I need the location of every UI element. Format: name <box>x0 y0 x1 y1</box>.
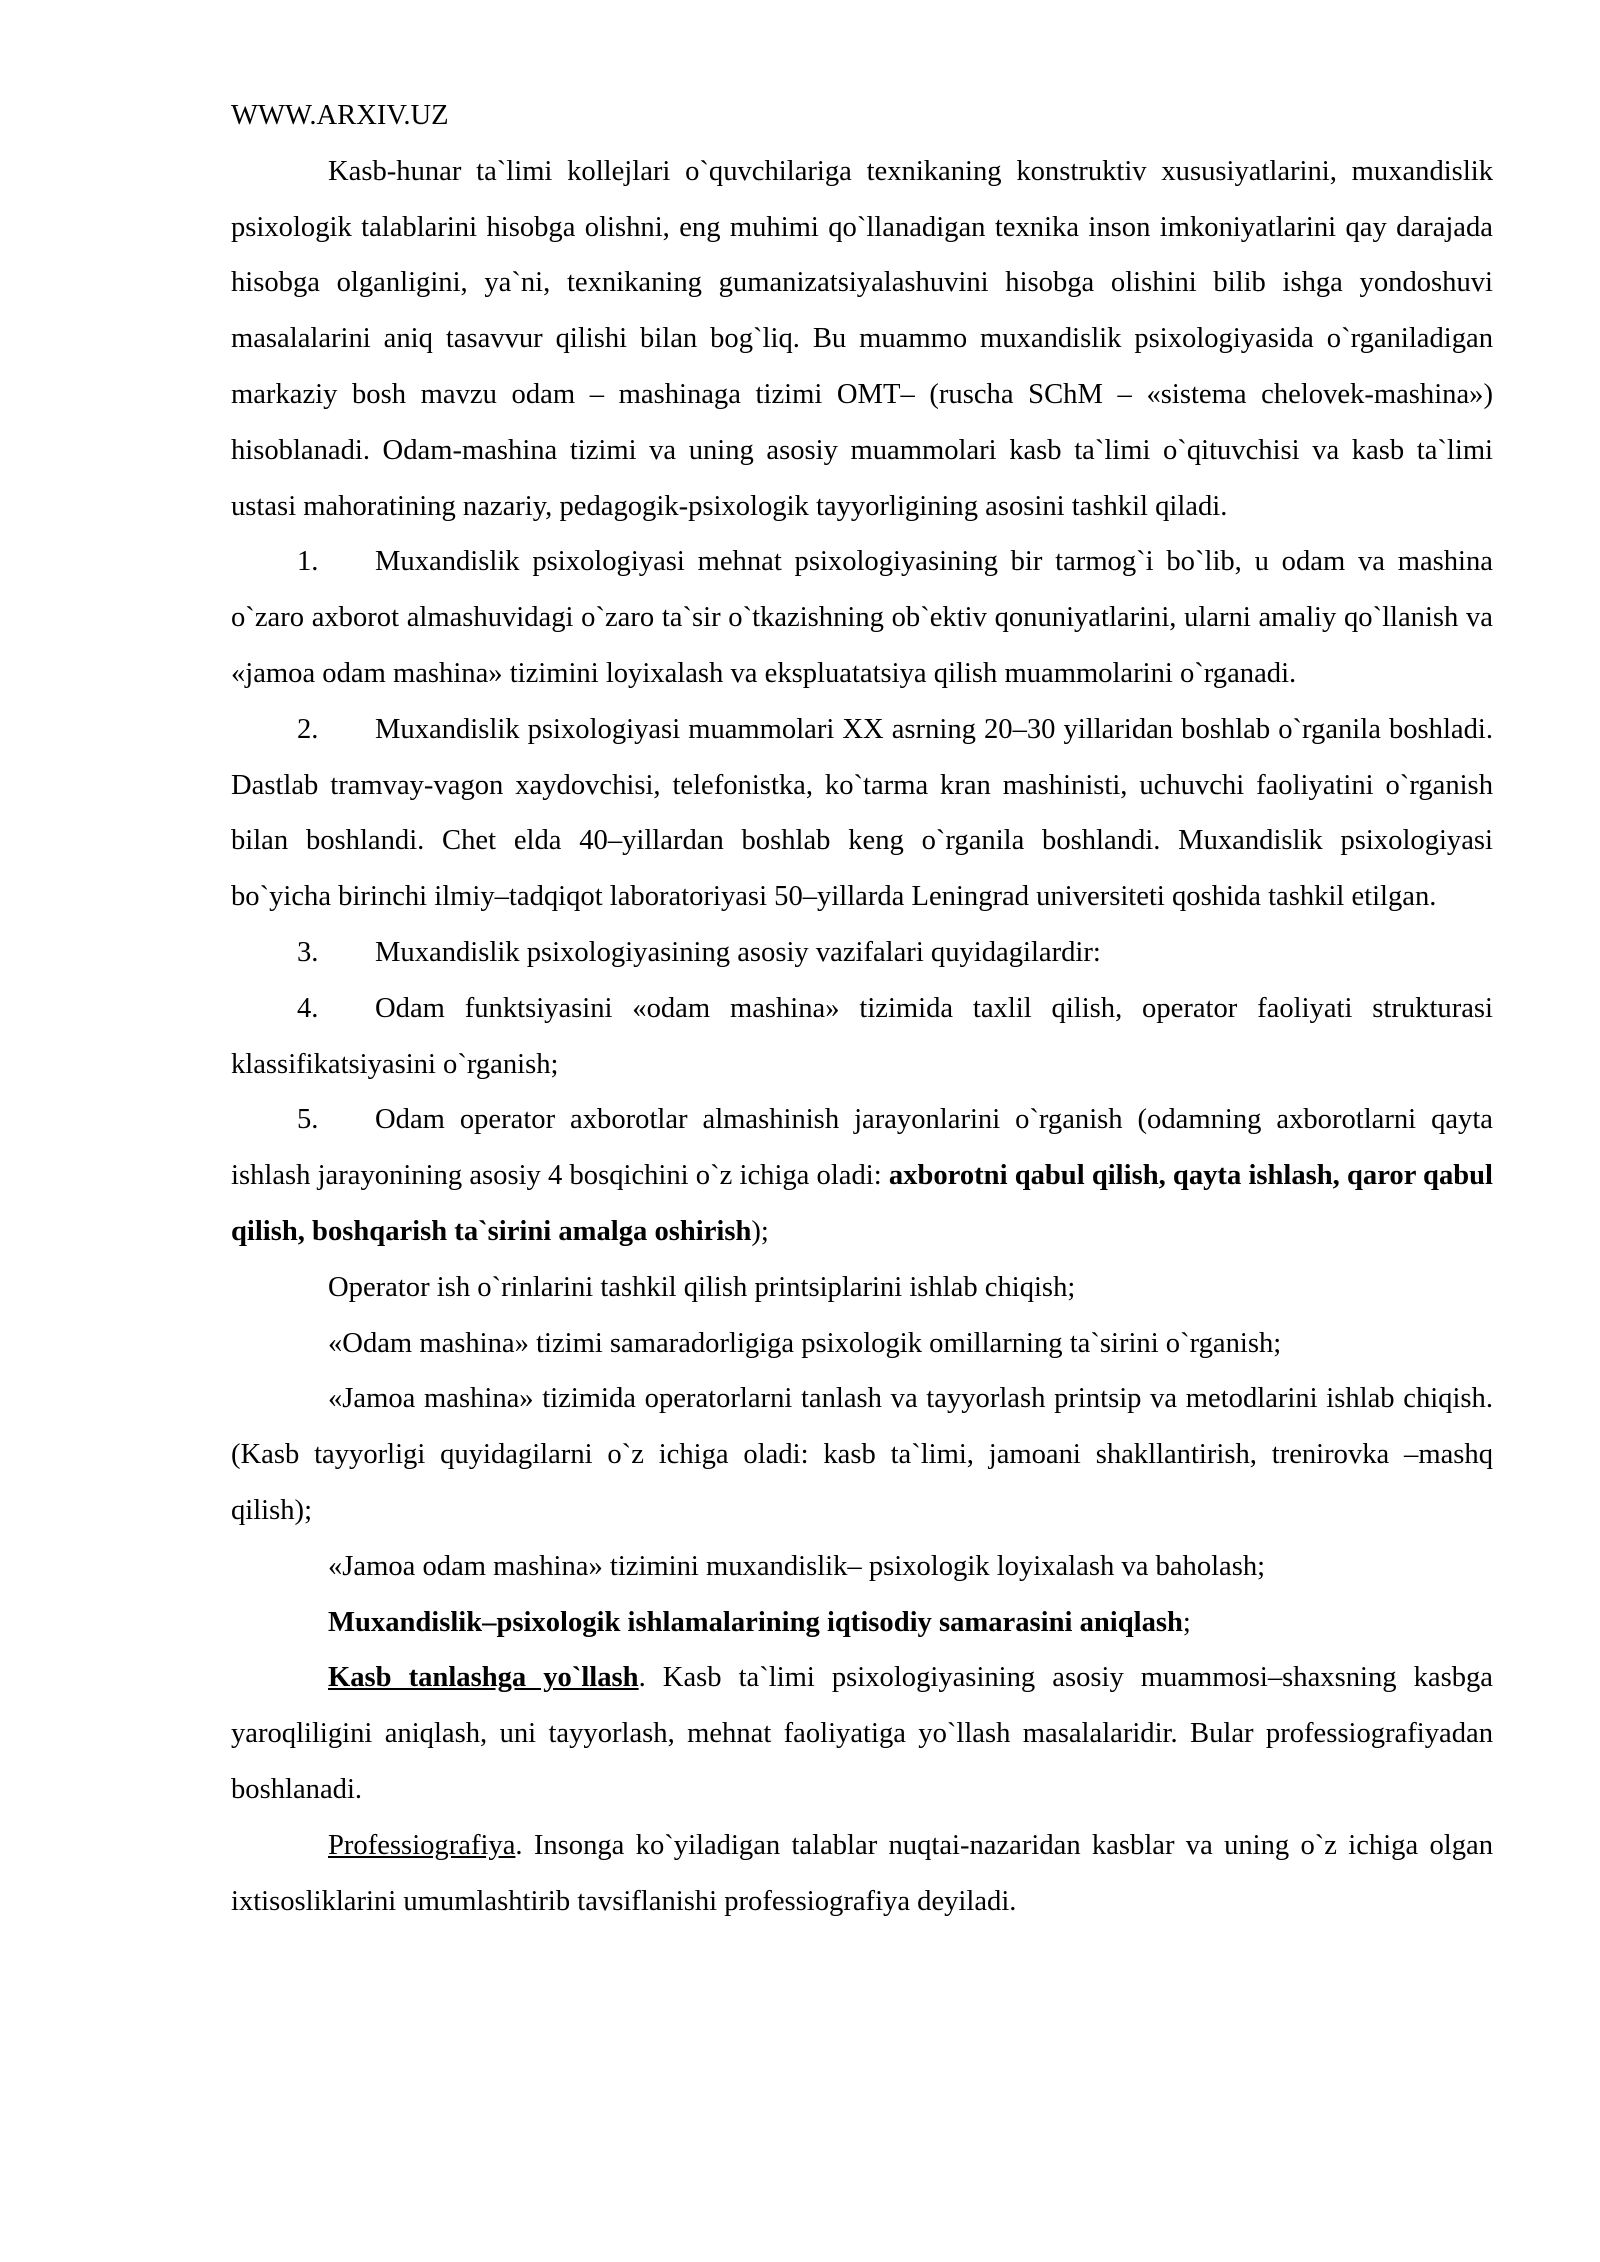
document-page <box>231 88 1493 1929</box>
item-number: 1. <box>297 546 319 578</box>
intro-paragraph: Kasb-hunar ta`limi kollejlari o`quvchilariga texnikaning konstruktiv xususiyatlarini, muxandislik psixologik talablarini hisobga olishni, eng muhimi qo`llanadigan texnika inson imkoniyatlarini qay darajada hisobga olganligini, ya`ni, texnikaning gumanizatsiyalashuvini hisobga olishini bilib ishga yondoshuvi masalalarini aniq tasavvur qilishi bilan bog`liq. Bu muammo muxandislik psixologiyasida o`rganiladigan markaziy bosh mavzu odam – mashinaga tizimi OMT– (ruscha SChM – «sistema chelovek-mashina») hisoblanadi. Odam-mashina tizimi va uning asosiy muammolari kasb ta`limi o`qituvchisi va kasb ta`limi ustasi mahoratining nazariy, pedagogik-psixologik tayyorligining asosini tashkil qiladi. <box>231 155 1493 522</box>
item-text: Muxandislik psixologiyasining asosiy vazifalari quyidagilardir: <box>375 936 1101 968</box>
item-text: Odam operator axborotlar almashinish jarayonlarini o`rganish (odamning axborotlarni qayta ishlash jarayonining asosiy 4 bosqichini o`z ichiga oladi: <box>231 1104 1493 1192</box>
item-number: 2. <box>297 713 319 745</box>
professiography-term: Professiografiya <box>328 1829 516 1861</box>
numbered-item-1 <box>231 534 1493 701</box>
task-paragraph: «Jamoa odam mashina» tizimini muxandislik– psixologik loyixalash va baholash; <box>328 1550 1266 1582</box>
item-number: 3. <box>297 936 319 968</box>
numbered-item-2 <box>231 702 1493 925</box>
professiography-text: . Insonga ko`yiladigan talablar nuqtai-nazaridan kasblar va uning o`z ichiga olgan ixtisosliklarini umumlashtirib tavsiflanishi professiografiya deyiladi. <box>231 1829 1493 1917</box>
career-guidance-term: Kasb tanlashga yo`llash <box>328 1662 639 1694</box>
career-guidance-text: . Kasb ta`limi psixologiyasining asosiy muammosi–shaxsning kasbga yaroqliligini aniqlash, uni tayyorlash, mehnat faoliyatiga yo`llash masalalaridir. Bular professiografiyadan boshlanadi. <box>231 1662 1493 1805</box>
bold-task-suffix: ; <box>1182 1606 1191 1638</box>
task-paragraph: «Odam mashina» tizimi samaradorligiga psixologik omillarning ta`sirini o`rganish; <box>328 1327 1282 1359</box>
item-text-end: ); <box>751 1215 769 1247</box>
item-text: Muxandislik psixologiyasi muammolari XX asrning 20–30 yillaridan boshlab o`rganila boshladi. Dastlab tramvay-vagon xaydovchisi, telefonistka, ko`tarma kran mashinisti, uchuvchi faoliyatini o`rganish bilan boshlandi. Chet elda 40–yillardan boshlab keng o`rganila boshlandi. Muxandislik psixologiyasi bo`yicha birinchi ilmiy–tadqiqot laboratoriyasi 50–yillarda Leningrad universiteti qoshida tashkil etilgan. <box>231 713 1493 913</box>
item-text: Muxandislik psixologiyasi mehnat psixologiyasining bir tarmog`i bo`lib, u odam va mashina o`zaro axborot almashuvidagi o`zaro ta`sir o`tkazishning ob`ektiv qonuniyatlarini, ularni amaliy qo`llanish va «jamoa odam mashina» tizimini loyixalash va ekspluatatsiya qilish muammolarini o`rganadi. <box>231 546 1493 689</box>
career-guidance-paragraph <box>231 1650 1493 1817</box>
numbered-item-3 <box>231 925 1493 981</box>
task-paragraph: Operator ish o`rinlarini tashkil qilish printsiplarini ishlab chiqish; <box>328 1271 1076 1303</box>
bold-task-text: Muxandislik–psixologik ishlamalarining iqtisodiy samarasini aniqlash <box>328 1606 1183 1638</box>
item-number: 5. <box>297 1104 319 1136</box>
item-text: Odam funktsiyasini «odam mashina» tizimida taxlil qilish, operator faoliyati strukturasi klassifikatsiyasini o`rganish; <box>231 992 1493 1080</box>
numbered-item-4 <box>231 981 1493 1093</box>
bold-task-paragraph <box>231 1595 1493 1651</box>
professiography-paragraph <box>231 1818 1493 1930</box>
item-number: 4. <box>297 992 319 1024</box>
site-url: WWW.ARXIV.UZ <box>231 100 449 131</box>
item-bold-text: axborotni qabul qilish, qayta ishlash, qaror qabul qilish, boshqarish ta`sirini amalga oshirish <box>231 1160 1494 1247</box>
numbered-item-5 <box>231 1092 1493 1259</box>
task-paragraph: «Jamoa mashina» tizimida operatorlarni tanlash va tayyorlash printsip va metodlarini ishlab chiqish. (Kasb tayyorligi quyidagilarni o`z ichiga oladi: kasb ta`limi, jamoani shakllantirish, trenirovka –mashq qilish); <box>231 1383 1493 1526</box>
